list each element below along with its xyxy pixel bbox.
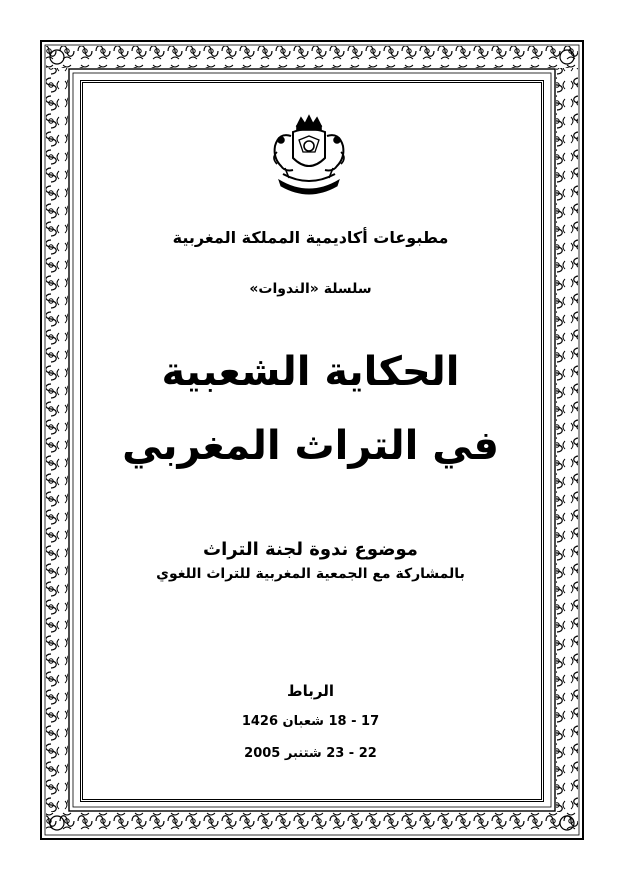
- partner-line: بالمشاركة مع الجمعية المغربية للتراث اللغوي: [156, 566, 465, 582]
- date-gregorian: 22 - 23 شتنبر 2005: [244, 746, 377, 761]
- date-hijri: 17 - 18 شعبان 1426: [241, 714, 380, 729]
- city-name: الرباط: [287, 682, 334, 700]
- subject-line: موضوع ندوة لجنة التراث: [203, 539, 418, 560]
- royal-emblem-icon: [263, 112, 355, 204]
- publisher-line: مطبوعات أكاديمية المملكة المغربية: [172, 228, 449, 247]
- series-line: سلسلة «الندوات»: [249, 281, 372, 297]
- title-line-1: الحكاية الشعبية: [161, 349, 460, 395]
- title-line-2: في التراث المغربي: [122, 423, 499, 469]
